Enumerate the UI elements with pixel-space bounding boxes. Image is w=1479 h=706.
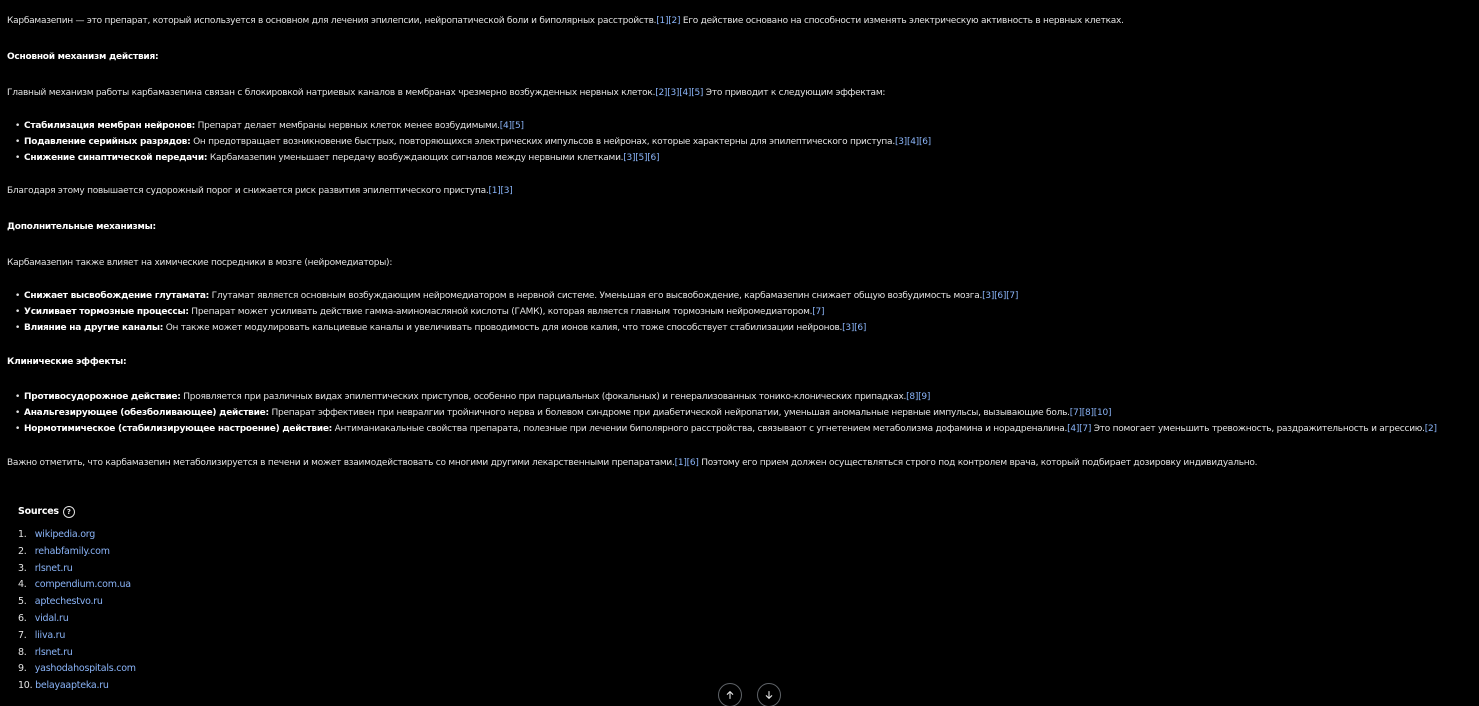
source-link[interactable]: wikipedia.org xyxy=(34,529,96,540)
source-number: 8. xyxy=(18,646,27,658)
scroll-up-button[interactable] xyxy=(718,683,742,706)
list-item xyxy=(15,304,1472,320)
source-link[interactable]: rlsnet.ru xyxy=(34,646,73,658)
sources-panel xyxy=(18,505,136,695)
sources-title: Sources xyxy=(18,506,59,517)
citation-link[interactable]: [6] xyxy=(686,458,699,468)
citation-link[interactable]: [5] xyxy=(691,88,704,98)
citation-link[interactable]: [7] xyxy=(1069,408,1082,418)
item-title: Снижает высвобождение глутамата: xyxy=(24,291,209,301)
item-title: Снижение синаптической передачи: xyxy=(24,153,208,163)
bullet-icon: • xyxy=(15,153,21,163)
source-number: 4. xyxy=(18,579,27,591)
citation-link[interactable]: [7] xyxy=(1079,424,1092,434)
source-number: 7. xyxy=(18,629,27,641)
citation-link[interactable]: [5] xyxy=(511,121,524,131)
citation-link[interactable]: [3] xyxy=(842,323,855,333)
item-title: Нормотимическое (стабилизирующее настроение) действие: xyxy=(24,424,333,434)
list-item xyxy=(15,150,1472,166)
summary-paragraph xyxy=(7,185,1472,198)
intro-tail: Его действие основано на способности изменять электрическую активность в нервных клетках. xyxy=(680,16,1124,26)
bullet-icon: • xyxy=(15,323,21,333)
arrow-up-icon xyxy=(725,690,735,700)
section-heading-clinical: Клинические эффекты: xyxy=(7,357,127,367)
citation-link[interactable]: [4] xyxy=(1067,424,1080,434)
source-item xyxy=(18,577,136,594)
citation-link[interactable]: [6] xyxy=(994,291,1007,301)
item-title: Стабилизация мембран нейронов: xyxy=(24,121,195,131)
additional-paragraph: Карбамазепин также влияет на химические посредники в мозге (нейромедиаторы): xyxy=(7,258,393,268)
item-text: Карбамазепин уменьшает передачу возбуждающих сигналов между нервными клетками. xyxy=(207,153,624,163)
paragraph-text: Важно отметить, что карбамазепин метаболизируется в печени и может взаимодействовать со многими другими лекарственными препаратами. xyxy=(7,458,675,468)
source-item xyxy=(18,527,136,544)
source-number: 1. xyxy=(18,529,27,540)
item-text: Проявляется при различных видах эпилептических приступов, особенно при парциальных (фокальных) и генерализованных тонико-клонических припадках. xyxy=(180,392,907,402)
citation-link[interactable]: [4] xyxy=(499,121,512,131)
clinical-list xyxy=(7,389,1472,437)
citation-link[interactable]: [5] xyxy=(635,153,648,163)
source-link[interactable]: rehabfamily.com xyxy=(34,545,110,557)
list-item xyxy=(15,118,1472,134)
source-number: 9. xyxy=(18,663,27,675)
citation-link[interactable]: [2] xyxy=(655,88,668,98)
paragraph-text: Благодаря этому повышается судорожный порог и снижается риск развития эпилептического приступа. xyxy=(7,186,489,196)
bullet-icon: • xyxy=(15,291,21,301)
paragraph-tail: Это приводит к следующим эффектам: xyxy=(703,88,886,98)
item-text: Препарат эффективен при невралгии тройничного нерва и болевом синдроме при диабетической нейропатии, уменьшая аномальные нервные импульсы, вызывающие боль. xyxy=(268,408,1070,418)
citation-link[interactable]: [10] xyxy=(1093,408,1112,418)
source-item xyxy=(18,628,136,645)
citation-link[interactable]: [1] xyxy=(656,16,669,26)
citation-link[interactable]: [2] xyxy=(1424,424,1437,434)
item-text: Препарат делает мембраны нервных клеток менее возбудимыми. xyxy=(195,121,500,131)
source-link[interactable]: belayaapteka.ru xyxy=(35,680,109,692)
arrow-down-icon xyxy=(764,690,774,700)
source-list xyxy=(18,527,136,695)
list-item xyxy=(15,421,1472,437)
bullet-icon: • xyxy=(15,307,21,317)
list-item xyxy=(15,405,1472,421)
bullet-icon: • xyxy=(15,408,21,418)
source-link[interactable]: rlsnet.ru xyxy=(34,562,73,574)
scroll-down-button[interactable] xyxy=(757,683,781,706)
sources-header xyxy=(18,505,136,519)
source-number: 6. xyxy=(18,612,27,624)
item-title: Противосудорожное действие: xyxy=(24,392,181,402)
citation-link[interactable]: [3] xyxy=(894,137,907,147)
citation-link[interactable]: [4] xyxy=(679,88,692,98)
source-item xyxy=(18,544,136,561)
item-title: Усиливает тормозные процессы: xyxy=(24,307,189,317)
citation-link[interactable]: [8] xyxy=(1081,408,1094,418)
citation-link[interactable]: [6] xyxy=(918,137,931,147)
citation-link[interactable]: [4] xyxy=(906,137,919,147)
bullet-icon: • xyxy=(15,137,21,147)
source-link[interactable]: yashodahospitals.com xyxy=(34,663,136,675)
citation-link[interactable]: [1] xyxy=(674,458,687,468)
citation-link[interactable]: [3] xyxy=(623,153,636,163)
list-item xyxy=(15,320,1472,336)
citation-link[interactable]: [3] xyxy=(982,291,995,301)
item-title: Влияние на другие каналы: xyxy=(24,323,164,333)
section-heading-mechanism: Основной механизм действия: xyxy=(7,52,159,62)
citation-link[interactable]: [3] xyxy=(667,88,680,98)
list-item xyxy=(15,389,1472,405)
citation-link[interactable]: [7] xyxy=(812,307,825,317)
source-link[interactable]: liiva.ru xyxy=(34,629,66,641)
citation-link[interactable]: [3] xyxy=(500,186,513,196)
bullet-icon: • xyxy=(15,424,21,434)
list-item xyxy=(15,134,1472,150)
citation-link[interactable]: [6] xyxy=(854,323,867,333)
item-text: Препарат может усиливать действие гамма-аминомасляной кислоты (ГАМК), которая является главным тормозным нейромедиатором. xyxy=(188,307,813,317)
item-title: Подавление серийных разрядов: xyxy=(24,137,191,147)
citation-link[interactable]: [1] xyxy=(488,186,501,196)
source-item xyxy=(18,561,136,578)
help-icon[interactable]: ? xyxy=(63,506,75,518)
citation-link[interactable]: [7] xyxy=(1006,291,1019,301)
item-text: Он также может модулировать кальциевые каналы и увеличивать проводимость для ионов калия, что тоже способствует стабилизации нейронов. xyxy=(163,323,843,333)
source-item xyxy=(18,645,136,662)
section-heading-additional: Дополнительные механизмы: xyxy=(7,222,156,232)
source-number: 5. xyxy=(18,596,27,608)
citation-link[interactable]: [2] xyxy=(668,16,681,26)
answer-content xyxy=(7,15,1472,470)
source-item xyxy=(18,611,136,628)
closing-paragraph xyxy=(7,457,1472,470)
bullet-icon: • xyxy=(15,121,21,131)
source-link[interactable]: vidal.ru xyxy=(34,612,69,624)
mechanism-paragraph xyxy=(7,87,1472,100)
mechanism-list xyxy=(7,118,1472,166)
list-item xyxy=(15,288,1472,304)
source-item xyxy=(18,678,136,695)
source-number: 10. xyxy=(18,680,33,692)
citation-link[interactable]: [8] xyxy=(906,392,919,402)
source-item xyxy=(18,594,136,611)
citation-link[interactable]: [6] xyxy=(647,153,660,163)
intro-text: Карбамазепин — это препарат, который используется в основном для лечения эпилепсии, нейропатической боли и биполярных расстройств. xyxy=(7,16,657,26)
source-number: 2. xyxy=(18,545,27,557)
source-item xyxy=(18,661,136,678)
source-link[interactable]: compendium.com.ua xyxy=(34,579,131,591)
item-title: Анальгезирующее (обезболивающее) действие: xyxy=(24,408,269,418)
item-text: Антиманиакальные свойства препарата, полезные при лечении биполярного расстройства, связывают с угнетением метаболизма дофамина и норадреналина. xyxy=(332,424,1068,434)
item-text: Глутамат является основным возбуждающим нейромедиатором в нервной системе. Уменьшая его высвобождение, карбамазепин снижает общую возбудимость мозга. xyxy=(209,291,983,301)
intro-paragraph xyxy=(7,15,1472,28)
item-text: Он предотвращает возникновение быстрых, повторяющихся электрических импульсов в нейронах, которые характерны для эпилептического приступа. xyxy=(190,137,895,147)
paragraph-text: Главный механизм работы карбамазепина связан с блокировкой натриевых каналов в мембранах чрезмерно возбужденных нервных клеток. xyxy=(7,88,656,98)
item-tail: Это помогает уменьшить тревожность, раздражительность и агрессию. xyxy=(1091,424,1425,434)
additional-list xyxy=(7,288,1472,336)
bullet-icon: • xyxy=(15,392,21,402)
paragraph-tail: Поэтому его прием должен осуществляться строго под контролем врача, который подбирает дозировку индивидуально. xyxy=(698,458,1258,468)
source-number: 3. xyxy=(18,562,27,574)
citation-link[interactable]: [9] xyxy=(918,392,931,402)
source-link[interactable]: aptechestvo.ru xyxy=(34,596,103,608)
